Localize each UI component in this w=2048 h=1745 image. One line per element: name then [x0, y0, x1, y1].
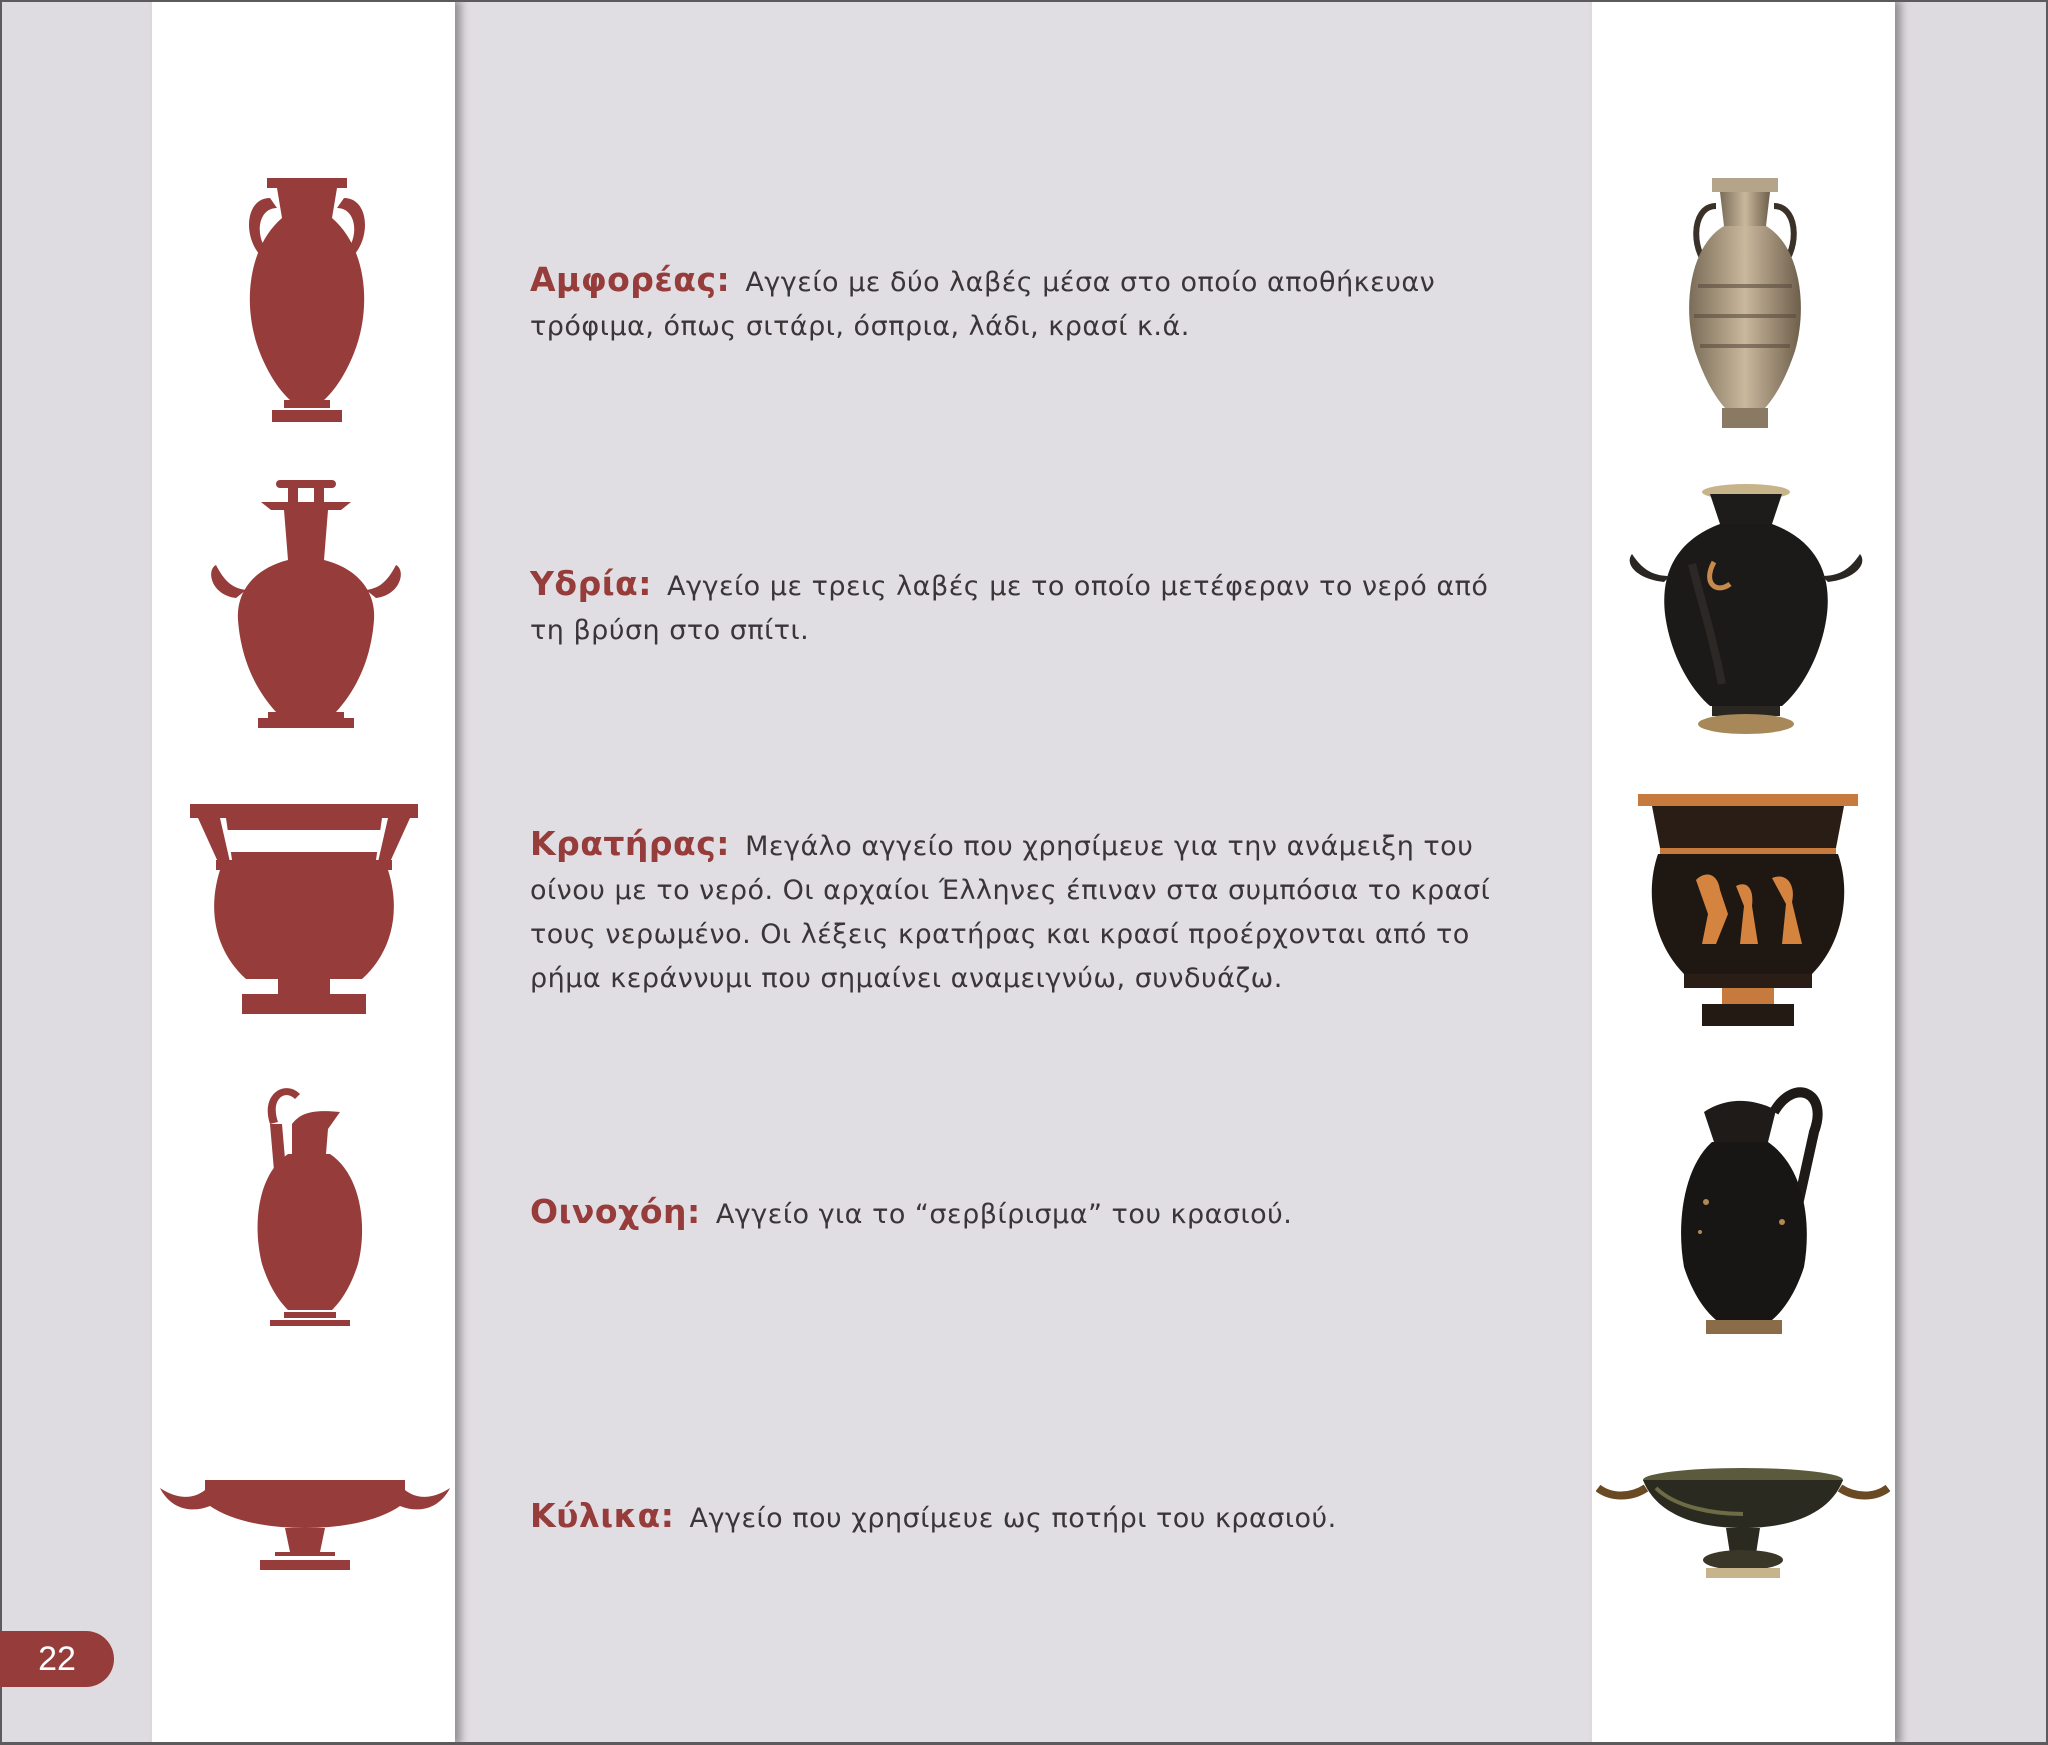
entry-krater: [530, 822, 1530, 1001]
hydria-silhouette-icon: [206, 480, 406, 730]
entry-text: Αγγείο με δύο λαβές μέσα στο οποίο αποθήκευαν τρόφιμα, όπως σιτάρι, όσπρια, λάδι, κρασί κ.ά.: [530, 267, 1436, 342]
amphora-silhouette-icon: [232, 178, 382, 428]
entry-oinochoe: [530, 1190, 1530, 1237]
entry-amphora: [530, 258, 1530, 349]
hydria-photo-icon: [1622, 484, 1870, 736]
page-edge-right: [1895, 0, 2048, 1745]
krater-photo-icon: [1636, 794, 1860, 1030]
page-number: 22: [0, 1631, 114, 1687]
page-edge-left: [0, 0, 152, 1745]
kylix-silhouette-icon: [160, 1476, 450, 1576]
kylix-photo-icon: [1596, 1458, 1890, 1582]
entry-term: Υδρία:: [530, 564, 652, 603]
amphora-photo-icon: [1670, 176, 1820, 432]
oinochoe-silhouette-icon: [240, 1084, 375, 1334]
entry-term: Κρατήρας:: [530, 824, 730, 863]
entry-kylix: [530, 1494, 1530, 1541]
oinochoe-photo-icon: [1664, 1082, 1824, 1340]
entry-hydria: [530, 562, 1530, 653]
entry-term: Αμφορέας:: [530, 260, 731, 299]
entry-text: Αγγείο με τρεις λαβές με το οποίο μετέφεραν το νερό από τη βρύση στο σπίτι.: [530, 571, 1489, 646]
entry-text: Αγγείο που χρησίμευε ως ποτήρι του κρασιού.: [689, 1503, 1337, 1534]
krater-silhouette-icon: [190, 804, 418, 1018]
top-border: [0, 0, 2048, 2]
entry-text: Μεγάλο αγγείο που χρησίμευε για την ανάμειξη του οίνου με το νερό. Οι αρχαίοι Έλληνες έπιναν στα συμπόσια το κρασί τους νερωμένο. Οι λέξεις κρατήρας και κρασί προέρχονται από το ρήμα κεράννυμι που σημαίνει αναμειγνύω, συνδυάζω.: [530, 831, 1491, 994]
entry-term: Οινοχόη:: [530, 1192, 701, 1231]
entry-term: Κύλικα:: [530, 1496, 675, 1535]
entry-text: Αγγείο για το “σερβίρισμα” του κρασιού.: [715, 1199, 1293, 1230]
